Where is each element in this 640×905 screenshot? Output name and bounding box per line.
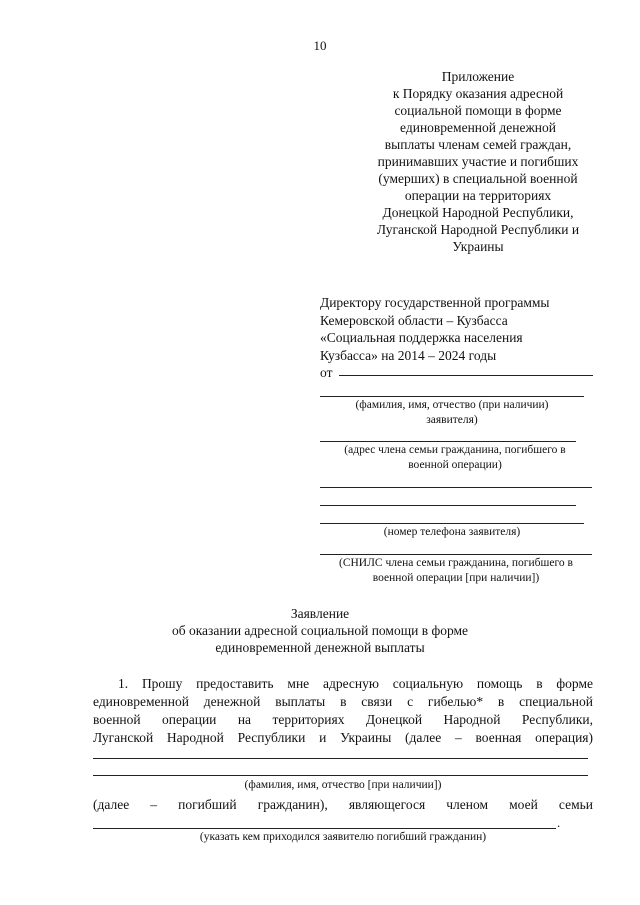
appendix-line: Донецкой Народной Республики,	[382, 205, 574, 220]
addressee-line: Кузбасса» на 2014 – 2024 годы	[320, 347, 497, 363]
end-period: .	[557, 815, 561, 830]
deceased-name-line[interactable]	[93, 758, 588, 759]
relation-line[interactable]	[93, 828, 556, 829]
title-line: Заявление	[290, 606, 350, 621]
deceased-name-caption: (фамилия, имя, отчество [при наличии])	[244, 779, 442, 791]
document-title	[0, 605, 640, 656]
from-label: от	[320, 365, 333, 380]
phone-line[interactable]	[320, 523, 584, 524]
address-line[interactable]	[320, 441, 576, 442]
addressee-line: Директору государственной программы	[320, 295, 550, 310]
relation-caption: (указать кем приходился заявителю погибший гражданин)	[199, 831, 487, 843]
paragraph-1-line: военной операции на территориях Донецкой Народной Республики,	[93, 712, 593, 727]
from-field-line[interactable]	[339, 375, 593, 376]
address-caption: (адрес члена семьи гражданина, погибшего в военной операции)	[344, 444, 566, 471]
paragraph-1-line: Луганской Народной Республики и Украины (далее – военная операция)	[93, 730, 593, 745]
appendix-line: единовременной денежной	[400, 120, 556, 135]
title-line: единовременной денежной выплаты	[215, 640, 425, 655]
title-line: об оказании адресной социальной помощи в форме	[171, 623, 469, 638]
appendix-line: социальной помощи в форме	[394, 103, 562, 118]
phone-caption: (номер телефона заявителя)	[383, 526, 521, 538]
addressee-line: Кемеровской области – Кузбасса	[320, 312, 508, 328]
appendix-line: выплаты членам семей граждан,	[384, 137, 572, 152]
applicant-name-line[interactable]	[320, 396, 584, 397]
applicant-name-caption: (фамилия, имя, отчество (при наличии) заявителя)	[355, 399, 549, 426]
snils-line[interactable]	[320, 554, 592, 555]
snils-caption: (СНИЛС члена семьи гражданина, погибшего в военной операции [при наличии])	[339, 557, 573, 584]
appendix-line: к Порядку оказания адресной	[392, 86, 564, 101]
addressee-line: «Социальная поддержка населения	[320, 330, 523, 345]
addressee-block	[320, 294, 549, 382]
appendix-line: (умерших) в специальной военной	[378, 171, 578, 186]
address-line-2[interactable]	[320, 487, 592, 488]
appendix-line: операции на территориях	[404, 188, 552, 203]
page-number: 10	[313, 38, 327, 53]
appendix-line: Луганской Народной Республики и	[376, 222, 580, 237]
paragraph-1-line: 1. Прошу предоставить мне адресную социальную помощь в форме	[118, 676, 593, 691]
deceased-name-line-2[interactable]	[93, 775, 588, 776]
paragraph-1-line: единовременной денежной выплаты в связи с гибелью* в специальной	[93, 694, 593, 709]
appendix-line: Украины	[452, 239, 504, 254]
appendix-header	[358, 68, 598, 255]
appendix-line: Приложение	[441, 69, 515, 84]
paragraph-2-line: (далее – погибший гражданин), являющегося членом моей семьи	[93, 797, 593, 812]
address-line-3[interactable]	[320, 505, 576, 506]
appendix-line: принимавших участие и погибших	[377, 154, 579, 169]
